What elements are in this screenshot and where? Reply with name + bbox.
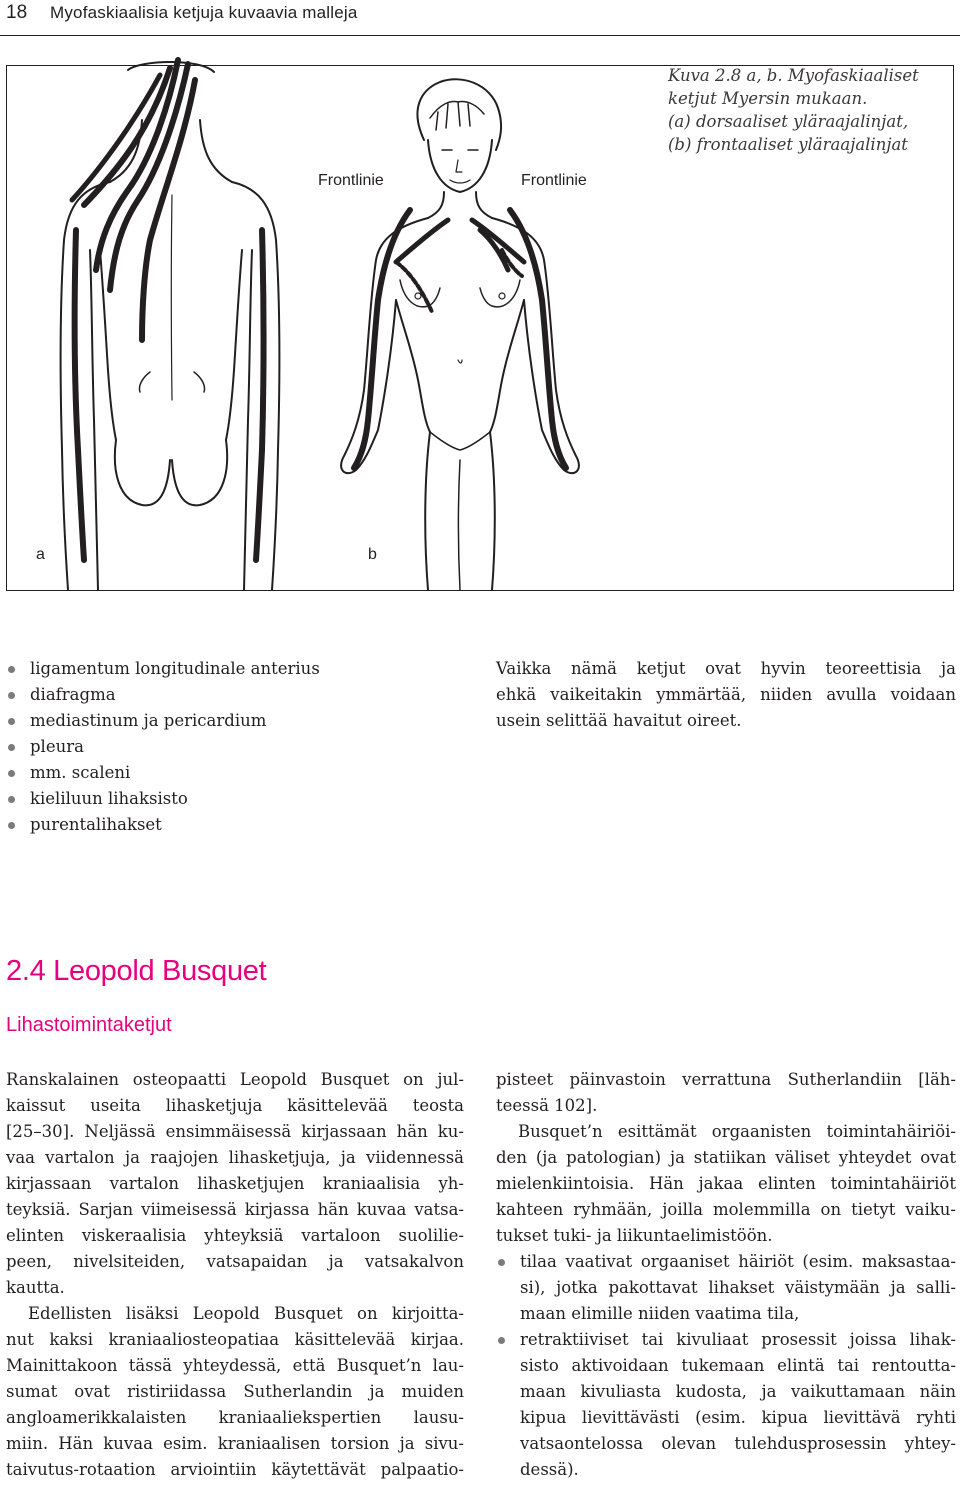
bullet-icon xyxy=(498,1259,505,1266)
text-line: den (ja patologian) ja statiikan väliset yhteydet ovat xyxy=(496,1148,956,1167)
bullet-icon xyxy=(8,692,15,699)
text-line: vaa vartalon ja raajojen lihasketjuja, ja viidennessä xyxy=(6,1148,464,1167)
bullet-icon xyxy=(8,822,15,829)
front-view-figure xyxy=(341,79,579,590)
body-left-column xyxy=(6,1067,464,1483)
caption-line: (a) dorsaaliset yläraajalinjat, xyxy=(668,112,909,131)
list-item: kieliluun lihaksisto xyxy=(6,786,320,812)
text-line: Vaikka nämä ketjut ovat hyvin teoreettisia ja xyxy=(496,659,956,678)
text-line: pisteet päinvastoin verrattuna Sutherlandiin [läh- xyxy=(496,1070,956,1089)
section-title: 2.4 Leopold Busquet xyxy=(6,955,267,987)
bullet-icon xyxy=(8,718,15,725)
text-line: elinten viskeraalisia yhteyksiä vartaloon suolilie- xyxy=(6,1226,464,1245)
list-item: purentalihakset xyxy=(6,812,320,838)
list-item: diafragma xyxy=(6,682,320,708)
list-item: mm. scaleni xyxy=(6,760,320,786)
text-line: sisto aktivoidaan tukemaan elintä tai rentoutta- xyxy=(520,1356,956,1375)
text-line: mielenkiintoisia. Hän jakaa elinten toimintahäiriöt xyxy=(496,1174,956,1193)
text-line: nut kaksi kraniaaliosteopatiaa käsittelevää kirjaa. xyxy=(6,1330,464,1349)
list-item: retraktiiviset tai kivuliaat prosessit joissa lihak- xyxy=(496,1327,956,1353)
text-line: maan kivuliasta kudosta, ja vaikuttamaan näin xyxy=(520,1382,956,1401)
section-subtitle: Lihastoimintaketjut xyxy=(6,1014,172,1036)
caption-line: ketjut Myersin mukaan. xyxy=(668,89,868,108)
back-view-figure xyxy=(61,60,280,590)
bullet-icon xyxy=(8,770,15,777)
list-item: ligamentum longitudinale anterius xyxy=(6,656,320,682)
page-number: 18 xyxy=(6,2,28,23)
text-line: kirjassaan vartalon lihasketjujen kraniaalisia yh- xyxy=(6,1174,464,1193)
text-line: tukset tuki- ja liikuntaelimistöön. xyxy=(496,1226,773,1245)
text-line: kaissut useita lihasketjuja käsittelevää teosta xyxy=(6,1096,464,1115)
list-item: pleura xyxy=(6,734,320,760)
figure-label-a: a xyxy=(36,546,45,563)
figure-caption xyxy=(668,64,948,156)
body-right-column xyxy=(496,1067,956,1483)
text-line: teessä 102]. xyxy=(496,1096,598,1115)
text-line: Busquet’n esittämät orgaanisten toimintahäiriöi- xyxy=(518,1122,956,1141)
text-line: kipua lievittävästi (esim. kipua lievittävä ryhti xyxy=(520,1408,956,1427)
figure-label-frontlinie-right: Frontlinie xyxy=(521,172,587,189)
bullet-icon xyxy=(8,666,15,673)
caption-line: (b) frontaaliset yläraajalinjat xyxy=(668,135,908,154)
running-title: Myofaskiaalisia ketjuja kuvaavia malleja xyxy=(50,3,358,22)
bullet-icon xyxy=(8,796,15,803)
text-line: angloamerikkalaisten kraniaaliekspertien lausu- xyxy=(6,1408,464,1427)
text-line: vatsaontelossa olevan tulehdusprosessin yhtey- xyxy=(520,1434,956,1453)
figure-label-frontlinie-left: Frontlinie xyxy=(318,172,384,189)
structures-list xyxy=(6,656,320,838)
text-line: Mainittakoon tässä yhteydessä, että Busquet’n lau- xyxy=(6,1356,464,1375)
figure-label-b: b xyxy=(368,546,377,563)
text-line: Ranskalainen osteopaatti Leopold Busquet on jul- xyxy=(6,1070,464,1089)
list-item: mediastinum ja pericardium xyxy=(6,708,320,734)
text-line: miin. Hän kuvaa esim. kraniaalisen torsion ja sivu- xyxy=(6,1434,464,1453)
text-line: teyksiä. Sarjan viimeisessä kirjassa hän kuvaa vatsa- xyxy=(6,1200,464,1219)
text-line: sumat ovat ristiriidassa Sutherlandin ja muiden xyxy=(6,1382,464,1401)
caption-line: Kuva 2.8 a, b. Myofaskiaaliset xyxy=(668,66,919,85)
bullet-icon xyxy=(8,744,15,751)
text-line: maan elimille niiden vaatima tila, xyxy=(520,1304,800,1323)
text-line: peen, nivelsiteiden, vatsapaidan ja vatsakalvon xyxy=(6,1252,464,1271)
bullet-icon xyxy=(498,1337,505,1344)
text-line: ehkä vaikeitakin ymmärtää, niiden avulla voidaan xyxy=(496,685,956,704)
text-line: [25–30]. Neljässä ensimmäisessä kirjassaan hän ku- xyxy=(6,1122,464,1141)
text-line: Edellisten lisäksi Leopold Busquet on kirjoitta- xyxy=(28,1304,464,1323)
text-line: kautta. xyxy=(6,1278,65,1297)
text-line: usein selittää havaitut oireet. xyxy=(496,711,742,730)
text-line: kahteen ryhmään, joilla molemmilla on tietyt vaiku- xyxy=(496,1200,956,1219)
text-line: dessä). xyxy=(520,1460,579,1479)
text-line: taivutus-rotaation arviointiin käytettävät palpaatio- xyxy=(6,1460,464,1479)
note-paragraph xyxy=(496,656,956,734)
list-item: tilaa vaativat orgaaniset häiriöt (esim. maksastaa- xyxy=(496,1249,956,1275)
text-line: si), jotka pakottavat lihakset väistymään ja salli- xyxy=(520,1278,956,1297)
